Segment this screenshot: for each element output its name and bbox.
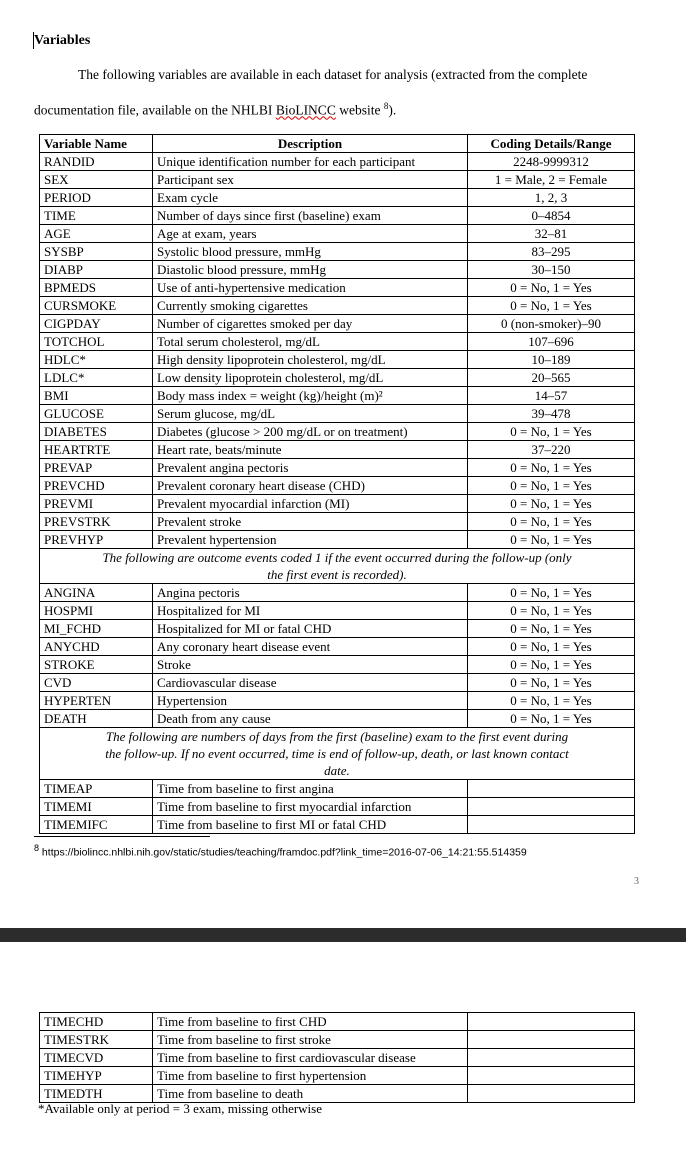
cell-coding xyxy=(468,1013,635,1031)
cell-variable-name: BMI xyxy=(40,387,153,405)
cell-description: Death from any cause xyxy=(153,710,468,728)
table-row xyxy=(40,441,635,459)
cell-description: Time from baseline to first stroke xyxy=(153,1031,468,1049)
outcome-events-note: The following are outcome events coded 1 if the event occurred during the follow-up (only the first event is recorded). xyxy=(40,549,635,584)
cell-coding: 32–81 xyxy=(468,225,635,243)
cell-coding xyxy=(468,1031,635,1049)
table-row xyxy=(40,207,635,225)
cell-variable-name: PERIOD xyxy=(40,189,153,207)
header-coding: Coding Details/Range xyxy=(468,135,635,153)
cell-description: Prevalent coronary heart disease (CHD) xyxy=(153,477,468,495)
cell-description: High density lipoprotein cholesterol, mg/dL xyxy=(153,351,468,369)
cell-coding: 1, 2, 3 xyxy=(468,189,635,207)
table-row xyxy=(40,638,635,656)
table-row xyxy=(40,477,635,495)
cell-description: Prevalent stroke xyxy=(153,513,468,531)
cell-variable-name: SEX xyxy=(40,171,153,189)
variables-table xyxy=(39,134,635,834)
cell-coding: 14–57 xyxy=(468,387,635,405)
cell-coding: 0 = No, 1 = Yes xyxy=(468,531,635,549)
table-row xyxy=(40,405,635,423)
cell-variable-name: SYSBP xyxy=(40,243,153,261)
cell-variable-name: TIMESTRK xyxy=(40,1031,153,1049)
variables-table-continued xyxy=(39,1012,635,1103)
footnote-ref[interactable]: 8 xyxy=(383,101,389,111)
cell-description: Diastolic blood pressure, mmHg xyxy=(153,261,468,279)
table-row xyxy=(40,798,635,816)
cell-description: Any coronary heart disease event xyxy=(153,638,468,656)
outcome-events-note-row xyxy=(40,549,635,584)
intro-text: documentation file, available on the NHLBI xyxy=(34,102,276,118)
table-row xyxy=(40,351,635,369)
cell-coding: 83–295 xyxy=(468,243,635,261)
cell-coding: 0 = No, 1 = Yes xyxy=(468,477,635,495)
cell-description: Angina pectoris xyxy=(153,584,468,602)
table-row xyxy=(40,602,635,620)
cell-description: Number of cigarettes smoked per day xyxy=(153,315,468,333)
table-row xyxy=(40,1049,635,1067)
cell-variable-name: HYPERTEN xyxy=(40,692,153,710)
cell-variable-name: PREVMI xyxy=(40,495,153,513)
cell-coding xyxy=(468,798,635,816)
cell-coding xyxy=(468,780,635,798)
cell-description: Time from baseline to death xyxy=(153,1085,468,1103)
table-header-row xyxy=(40,135,635,153)
time-to-event-note: The following are numbers of days from the first (baseline) exam to the first event during the follow-up. If no event occurred, time is end of follow-up, death, or last known contact date. xyxy=(40,728,635,780)
cell-variable-name: TIMEMIFC xyxy=(40,816,153,834)
table-row xyxy=(40,620,635,638)
table-row xyxy=(40,189,635,207)
cell-coding: 0–4854 xyxy=(468,207,635,225)
cell-description: Use of anti-hypertensive medication xyxy=(153,279,468,297)
cell-variable-name: LDLC* xyxy=(40,369,153,387)
cell-coding: 2248-9999312 xyxy=(468,153,635,171)
cell-variable-name: TIMECVD xyxy=(40,1049,153,1067)
table-row xyxy=(40,153,635,171)
cell-coding: 0 = No, 1 = Yes xyxy=(468,459,635,477)
cell-coding xyxy=(468,1049,635,1067)
table-row xyxy=(40,674,635,692)
cell-description: Prevalent myocardial infarction (MI) xyxy=(153,495,468,513)
cell-variable-name: ANYCHD xyxy=(40,638,153,656)
header-description: Description xyxy=(153,135,468,153)
cell-coding: 0 = No, 1 = Yes xyxy=(468,602,635,620)
cell-description: Prevalent angina pectoris xyxy=(153,459,468,477)
cell-variable-name: AGE xyxy=(40,225,153,243)
cell-variable-name: CVD xyxy=(40,674,153,692)
cell-description: Time from baseline to first cardiovascular disease xyxy=(153,1049,468,1067)
intro-text-end: ). xyxy=(388,102,397,118)
cell-variable-name: MI_FCHD xyxy=(40,620,153,638)
table-row xyxy=(40,531,635,549)
cell-coding: 0 = No, 1 = Yes xyxy=(468,495,635,513)
cell-variable-name: CURSMOKE xyxy=(40,297,153,315)
cell-variable-name: ANGINA xyxy=(40,584,153,602)
cell-variable-name: PREVSTRK xyxy=(40,513,153,531)
cell-coding: 0 = No, 1 = Yes xyxy=(468,423,635,441)
footnote xyxy=(34,843,527,859)
cell-variable-name: DEATH xyxy=(40,710,153,728)
cell-coding: 0 = No, 1 = Yes xyxy=(468,297,635,315)
cell-variable-name: TIMEMI xyxy=(40,798,153,816)
cell-description: Time from baseline to first MI or fatal CHD xyxy=(153,816,468,834)
table-row xyxy=(40,171,635,189)
cell-description: Body mass index = weight (kg)/height (m)² xyxy=(153,387,468,405)
cell-variable-name: CIGPDAY xyxy=(40,315,153,333)
cell-coding: 0 = No, 1 = Yes xyxy=(468,638,635,656)
table-row xyxy=(40,692,635,710)
cell-coding: 1 = Male, 2 = Female xyxy=(468,171,635,189)
cell-description: Number of days since first (baseline) exam xyxy=(153,207,468,225)
cell-description: Cardiovascular disease xyxy=(153,674,468,692)
cell-variable-name: PREVAP xyxy=(40,459,153,477)
cell-coding xyxy=(468,1067,635,1085)
footnote-url[interactable]: https://biolincc.nhlbi.nih.gov/static/studies/teaching/framdoc.pdf?link_time=2016-07-06_14:21:55.514359 xyxy=(39,846,527,859)
cell-description: Total serum cholesterol, mg/dL xyxy=(153,333,468,351)
cell-description: Diabetes (glucose > 200 mg/dL or on treatment) xyxy=(153,423,468,441)
cell-coding: 0 = No, 1 = Yes xyxy=(468,513,635,531)
cell-description: Time from baseline to first myocardial infarction xyxy=(153,798,468,816)
cell-coding: 37–220 xyxy=(468,441,635,459)
cell-coding: 0 = No, 1 = Yes xyxy=(468,620,635,638)
table-row xyxy=(40,1085,635,1103)
cell-description: Low density lipoprotein cholesterol, mg/dL xyxy=(153,369,468,387)
cell-description: Unique identification number for each participant xyxy=(153,153,468,171)
table-row xyxy=(40,369,635,387)
cell-coding xyxy=(468,816,635,834)
biolincc-spellcheck-word[interactable]: BioLINCC xyxy=(275,102,336,118)
cell-variable-name: RANDID xyxy=(40,153,153,171)
cell-coding: 0 = No, 1 = Yes xyxy=(468,710,635,728)
cell-variable-name: HDLC* xyxy=(40,351,153,369)
cell-coding: 10–189 xyxy=(468,351,635,369)
cell-variable-name: PREVCHD xyxy=(40,477,153,495)
table-row xyxy=(40,780,635,798)
cell-variable-name: TOTCHOL xyxy=(40,333,153,351)
cell-description: Time from baseline to first hypertension xyxy=(153,1067,468,1085)
table-row xyxy=(40,1013,635,1031)
table-row xyxy=(40,495,635,513)
cell-description: Prevalent hypertension xyxy=(153,531,468,549)
cell-description: Serum glucose, mg/dL xyxy=(153,405,468,423)
cell-variable-name: BPMEDS xyxy=(40,279,153,297)
cell-description: Participant sex xyxy=(153,171,468,189)
header-variable-name: Variable Name xyxy=(40,135,153,153)
cell-coding: 30–150 xyxy=(468,261,635,279)
availability-note: *Available only at period = 3 exam, missing otherwise xyxy=(38,1101,323,1116)
cell-variable-name: DIABETES xyxy=(40,423,153,441)
cell-description: Time from baseline to first CHD xyxy=(153,1013,468,1031)
cell-coding: 0 = No, 1 = Yes xyxy=(468,656,635,674)
cell-variable-name: TIMECHD xyxy=(40,1013,153,1031)
cell-variable-name: TIMEHYP xyxy=(40,1067,153,1085)
time-to-event-note-row xyxy=(40,728,635,780)
cell-description: Currently smoking cigarettes xyxy=(153,297,468,315)
cell-variable-name: TIMEAP xyxy=(40,780,153,798)
section-heading: Variables xyxy=(34,33,91,48)
table-row xyxy=(40,243,635,261)
cell-variable-name: TIMEDTH xyxy=(40,1085,153,1103)
footnote-number: 8 xyxy=(34,843,40,853)
table-row xyxy=(40,423,635,441)
table-row xyxy=(40,315,635,333)
cell-variable-name: HEARTRTE xyxy=(40,441,153,459)
table-row xyxy=(40,1067,635,1085)
cell-description: Hospitalized for MI or fatal CHD xyxy=(153,620,468,638)
table-row xyxy=(40,459,635,477)
cell-description: Age at exam, years xyxy=(153,225,468,243)
cell-variable-name: STROKE xyxy=(40,656,153,674)
table-row xyxy=(40,656,635,674)
table-row xyxy=(40,1031,635,1049)
intro-paragraph-line-2 xyxy=(34,101,396,119)
table-row xyxy=(40,297,635,315)
table-row xyxy=(40,513,635,531)
table-row xyxy=(40,710,635,728)
table-row xyxy=(40,279,635,297)
cell-variable-name: GLUCOSE xyxy=(40,405,153,423)
cell-description: Time from baseline to first angina xyxy=(153,780,468,798)
cell-coding: 107–696 xyxy=(468,333,635,351)
page-break-divider xyxy=(0,928,686,942)
table-row xyxy=(40,261,635,279)
cell-variable-name: TIME xyxy=(40,207,153,225)
cell-description: Systolic blood pressure, mmHg xyxy=(153,243,468,261)
cell-coding: 0 = No, 1 = Yes xyxy=(468,279,635,297)
cell-coding xyxy=(468,1085,635,1103)
table-row xyxy=(40,333,635,351)
intro-paragraph-line-1: The following variables are available in each dataset for analysis (extracted from the complete xyxy=(78,67,588,82)
intro-text-cont: website xyxy=(335,102,384,118)
cell-coding: 0 = No, 1 = Yes xyxy=(468,674,635,692)
table-row xyxy=(40,387,635,405)
page-number: 3 xyxy=(634,876,639,887)
cell-coding: 0 = No, 1 = Yes xyxy=(468,692,635,710)
cell-variable-name: DIABP xyxy=(40,261,153,279)
cell-coding: 0 = No, 1 = Yes xyxy=(468,584,635,602)
cell-description: Hypertension xyxy=(153,692,468,710)
cell-coding: 0 (non-smoker)–90 xyxy=(468,315,635,333)
cell-description: Stroke xyxy=(153,656,468,674)
cell-description: Hospitalized for MI xyxy=(153,602,468,620)
cell-description: Exam cycle xyxy=(153,189,468,207)
table-row xyxy=(40,584,635,602)
footnote-rule xyxy=(34,836,210,837)
cell-variable-name: PREVHYP xyxy=(40,531,153,549)
table-row xyxy=(40,225,635,243)
cell-description: Heart rate, beats/minute xyxy=(153,441,468,459)
cell-variable-name: HOSPMI xyxy=(40,602,153,620)
cell-coding: 20–565 xyxy=(468,369,635,387)
table-row xyxy=(40,816,635,834)
cell-coding: 39–478 xyxy=(468,405,635,423)
